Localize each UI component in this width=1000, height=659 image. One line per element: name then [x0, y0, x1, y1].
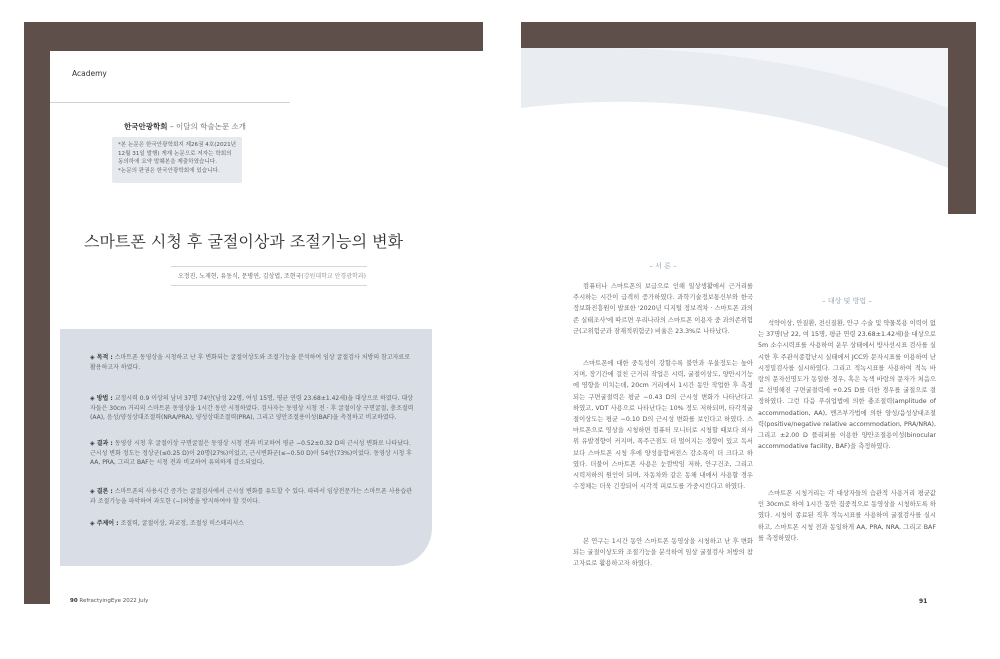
left-page — [24, 22, 483, 659]
right-page-number: 91 — [919, 598, 928, 605]
title-rule-top — [171, 266, 367, 267]
keywords-text: 조절력, 굴절이상, 과교정, 조절성 히스테리시스 — [118, 520, 244, 527]
abstract-results — [90, 439, 415, 468]
intro-paragraph-1: 컴퓨터나 스마트폰의 보급으로 인해 일상생활에서 근거리를 주시하는 시간이 급격히 증가하였다. 과학기술정보통신부와 한국정보화진흥원이 발표한 '2020년 디지털 정보격차 · 스마트폰 과의존 실태조사'에 따르면 우리나라의 스마트폰 이용자 중 과의존위험군(고위험군과 잠재적위험군) 비율은 23.3%로 나타났다. — [573, 283, 753, 335]
publication-note: *본 논문은 한국안광학회지 제26권 4호(2021년 12월 31일 발행) 게재 논문으로 저자는 학회의 동의하에 요약 발췌본을 제출하였습니다. — [118, 142, 237, 165]
left-page-number: 90 — [70, 598, 78, 604]
journal-name: 한국안광학회 — [124, 122, 168, 131]
publication-name: RefractyingEye 2022 July — [79, 598, 149, 604]
objective-text: 스마트폰 동영상을 시청하고 난 후 변화되는 굴절이상도와 조절기능을 분석하여 임상 굴절검사 처방의 참고자료로 활용하고자 하였다. — [90, 354, 411, 371]
methods-paragraph-1: 석약이상, 안질환, 전신질환, 안구 수술 및 약물복용 이력이 없는 37명(남 22, 여 15명, 평균 연령 23.68±1.42세)을 대상으로 5m 소수시력표를 사용하여 운무 상태에서 방사선시표 검사를 실시한 후 주관식종합난시 실태에서 JCC와 문자시표를 이용하여 난시정밀검사를 실시하였다. 그리고 적녹시표를 사용하여 적녹 바랑의 문자선명도가 동일한 경우, 혹은 녹색 바랑의 문자가 처음으로 선명해진 구면굴절력에 +0.25 D를 더한 경우를 굴절으로 결정하였다. 그런 다음 푸쉬업법에 의한 충조절력(amplitude of accommodation, AA), 멘즈부가법에 의한 양성/음성상대조절력(positive/negative relative accommodation, PRA/NRA), 그리고 ±2.00 D 플리퍼를 이용한 양안조절용이성(binocular accommodative facility, BAF)을 측정하였다. — [758, 320, 937, 451]
frame-right-side-inner — [948, 22, 976, 214]
abstract-objective — [90, 353, 415, 372]
copyright-note: *논문의 판권은 한국안광학회에 있습니다. — [118, 168, 220, 174]
conclusion-label: ◈ 결론 : — [90, 488, 113, 495]
decorative-swoosh — [521, 48, 948, 248]
abstract-methods — [90, 394, 415, 423]
journal-subtitle: – 이달의 학술논문 소개 — [167, 122, 246, 131]
methods-paragraph-2: 스마트폰 시청거리는 각 대상자들의 습관적 사용거리 평균값인 30cm로 하여 1시간 동안 집중적으로 동영상을 시청하도록 하였다. 시청이 종료된 직후 적녹시표를 사용하여 굴절검사를 실시하고, 스마트폰 시청 전과 동일하게 AA, PRA, NRA, 그리고 BAF를 측정하였다. — [758, 490, 936, 542]
keywords-label: ◈ 주제어 : — [90, 520, 119, 527]
results-text: 동영상 시청 후 굴절이상 구면굴절은 동영상 시청 전과 비교하여 평균 −0.52±0.32 D의 근시성 변화로 나타났다. 근시성 변화 정도는 정상군(≤0.25 D)이 20명(27%)이었고, 근시변화군(≤−0.50 D)이 54안(73%)이었다. 동영상 시청 후 AA, PRA, 그리고 BAF는 시청 전과 비교하여 유의하게 감소되었다. — [90, 440, 412, 467]
conclusion-text: 스마트폰의 사용시간 증가는 굴절검사에서 근시성 변화를 유도할 수 있다. 따라서 임상전문가는 스마트폰 사용습관과 조절기능을 파악하여 과도한 (−)처방을 방지하여야 할 것이다. — [90, 488, 412, 505]
methods-heading: – 대상 및 방법 – — [822, 297, 872, 305]
intro-heading: – 서 론 – — [649, 262, 677, 270]
frame-right-top-inner — [521, 22, 976, 48]
authors: 오정진, 노재현, 유동식, 문병연, 김상엽, 조현국 — [178, 273, 302, 280]
page-title: 스마트폰 시청 후 굴절이상과 조절기능의 변화 — [84, 232, 404, 251]
journal-info-box — [50, 102, 290, 188]
affiliation: (강원대학교 안경광학과) — [301, 273, 366, 280]
right-page — [521, 22, 976, 659]
abstract-keywords — [90, 519, 415, 529]
objective-label: ◈ 목적 : — [90, 354, 113, 361]
abstract-box — [60, 329, 432, 566]
methods-label: ◈ 방법 : — [90, 395, 113, 402]
author-line — [178, 271, 366, 280]
results-label: ◈ 결과 : — [90, 440, 113, 447]
methods-text: 교정시력 0.9 이상의 남녀 37명 74안(남성 22명, 여성 15명, 평균 연령 23.68±1.42세)을 대상으로 하였다. 대상자들은 30cm 거리의 스마트폰 동영상을 1시간 동안 시청하였다. 검사자는 동영상 시청 전 · 후 굴절이상 구면굴절, 충조절력(AA), 음성/양성상대조절력(NRA/PRA), 양성상대조절력(PRA), 그리고 양안조절용이성(BAF)을 측정하고 비교하였다. — [90, 395, 414, 422]
title-rule-bottom — [171, 285, 367, 286]
abstract-conclusion — [90, 487, 415, 506]
intro-paragraph-2: 스마트폰에 대한 중독성이 강할수록 불안과 우울정도는 높아지며, 장기간에 걸친 근거리 작업은 시력, 굴절이상도, 양안시기능에 영향을 미치는데, 20cm 거리에서 1시간 동안 작업한 후 측정되는 구면굴절력은 평균 −0.43 D의 근시성 변화가 나타난다고 하였고, VDT 사용으로 나타난다는 10% 정도 저하되며, 타각적굴절이상도는 평균 −0.10 D의 근시성 변화를 보인다고 하였다. 스마트폰으로 영상을 시청하면 컴퓨터 모니터로 시청할 때보다 외사위 유발경향이 커지며, 폭주근점도 더 멀어지는 경향이 있고 독서보다 스마트폰 시청 후에 양성융합버전스 감소폭이 더 크다고 하였다. 더불어 스마트폰 사용은 눈깜박임 저하, 안구건조, 그리고 시력저하의 원인이 되며, 자동차와 같은 동체 내에서 사용할 경우 수정체는 더욱 긴장되어 시각적 피로도를 가중시킨다고 하였다. — [573, 360, 753, 491]
section-tag: Academy — [72, 69, 107, 78]
intro-paragraph-3: 본 연구는 1시간 동안 스마트폰 동영상을 시청하고 난 후 변화되는 굴절이상도와 조절기능을 분석하여 임상 굴절검사 처방의 참고자료로 활용하고자 하였다. — [573, 538, 753, 568]
left-footer — [70, 598, 148, 604]
